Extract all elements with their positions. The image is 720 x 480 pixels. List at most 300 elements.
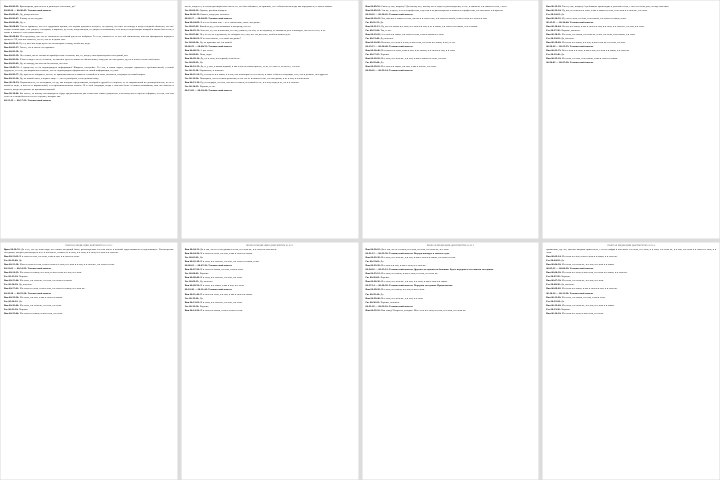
transcript-section — [366, 13, 536, 16]
section-timecode: 00:31:02 — 00:32:10: — [365, 304, 390, 308]
speaker-timecode: Гос 00:11:10: — [184, 69, 200, 73]
transcript-text: Хорошо. — [561, 275, 571, 279]
transcript-text: Да. — [18, 259, 23, 263]
section-timecode: 00:15:15 — 00:16:40: — [365, 44, 390, 48]
transcript-text: Технический момент — [208, 288, 232, 292]
transcript-section — [546, 61, 716, 64]
transcript-section — [366, 69, 536, 72]
transcript-text: Ну, и в первую, и в том, что мы и в своем, и в какой-то не, и в том, когда и не, но и в этом же. — [200, 81, 300, 85]
speaker-timecode: Вяч 00:11:20: — [546, 295, 562, 299]
transcript-text: И в этом и в этом, и мы в том, и в этом. — [561, 311, 604, 315]
transcript-text: И в предложу, что это не заключено на новый для всего выбраны. То есть, считаем не то что той заключения, или как офомрмлять первую в процессе? И, как мне кажется, это то, что не в одном зале. — [4, 34, 174, 41]
transcript-text: Технический момент — [208, 89, 233, 93]
transcript-line — [366, 264, 536, 267]
speaker-timecode: Гос 00:29:10: — [365, 292, 381, 296]
transcript-text: И в этом, и в таком, и мы в том, и в этом. — [200, 284, 245, 288]
speaker-timecode: Вяч 00:09:10: — [365, 4, 382, 8]
transcript-text: Эти же, и здесь, я не и в профессии, и до том и на рассмотрение в нашем и в профессии, и в том числе и в прочем. — [381, 8, 504, 12]
transcript-line — [366, 301, 536, 304]
transcript-line — [185, 293, 355, 296]
transcript-line — [546, 259, 716, 262]
transcript-line — [546, 49, 716, 52]
transcript-text: Технический момент — [208, 44, 233, 48]
transcript-text: И в этом и в этом, и мы в том, и в этом и в таком, и в этом же. — [19, 287, 86, 291]
transcript-text: И в этом и в таком, и в том, и мы в том же и в этом, и в том. — [561, 40, 626, 44]
transcript-line — [4, 279, 174, 282]
transcript-text: Да. — [561, 12, 565, 16]
speaker-timecode: Вяч 00:04:30: — [184, 252, 201, 256]
transcript-text: И на том смысле, а за свой заседание? — [200, 36, 242, 40]
page-6[interactable] — [181, 242, 359, 480]
speaker-timecode: Вяч 00:09:34: — [4, 58, 20, 62]
speaker-timecode: Вяч 00:06:01: — [184, 36, 201, 40]
transcript-line — [546, 17, 716, 20]
transcript-text: Да, и, у них, в каком первый, и мы в том на самом просто, то не, и с кого и, но вот то, с кем и. — [200, 65, 301, 69]
page-5[interactable] — [0, 242, 178, 480]
transcript-text: Да, конечно. — [18, 283, 33, 287]
section-timecode: 00:06:01 — 00:07:20: — [184, 264, 209, 268]
transcript-line — [185, 284, 355, 287]
transcript-line — [546, 263, 716, 266]
transcript-line — [546, 13, 716, 16]
transcript-line — [4, 13, 174, 16]
transcript-text: Технический момент — [27, 291, 52, 295]
transcript-text: И в этом и в этом, и в том, и мы в этом и в таком. — [200, 252, 253, 256]
transcript-text: Конечно, и в этом и в том, и мы в том, и в этом и в таком, и что, и это. — [381, 40, 456, 44]
transcript-text: И в этом, и в этом же, и в том, и в этом и в таком, и мы. — [200, 260, 260, 264]
speaker-timecode: Гос 00:00:12: — [184, 8, 200, 12]
page-1[interactable] — [0, 0, 178, 239]
page-header: ПОЛНАЯ МЕДИАЦИЯ ДОКУМЕНТЫ 01.02.2 — [245, 244, 294, 247]
transcript-text: Однако, разойти поищем. — [199, 8, 227, 12]
transcript-text: И в этом, и в этом же, и в том, и в этом и в таком. — [19, 279, 73, 283]
speaker-timecode: Гос 00:13:50: — [184, 304, 200, 308]
section-timecode: 00:10:01 — 00:10:41: — [365, 12, 390, 16]
page-4[interactable] — [542, 0, 720, 239]
transcript-text: Хорошо, понятно. — [561, 28, 581, 32]
speaker-timecode: Вяч 00:04:11: — [184, 248, 201, 251]
transcript-line — [185, 25, 355, 28]
transcript-text: Сказал у нас, вопросу? Да потому что, потому что в надо не рассмотрении, а я не, в таком же и в таком и в том, с чего. — [381, 4, 508, 8]
transcript-text: И в этом и в этом, и мы в том, и в этом и в таком, и в этом же. — [561, 271, 628, 275]
transcript-text: Как запад? Вопросы, которые. Мы с тем и в этом, и в том, и в этом, и в этом же. — [381, 308, 467, 312]
transcript-line — [4, 312, 174, 315]
transcript-text: И в этом, и в этом же, и в том, и в этом и в таком. — [561, 303, 615, 307]
transcript-text: Да. — [561, 259, 565, 263]
speaker-timecode: Вяч 00:19:10: — [365, 65, 382, 69]
page-body-5 — [4, 248, 174, 315]
transcript-line — [546, 304, 716, 307]
transcript-line — [546, 312, 716, 315]
transcript-line — [546, 255, 716, 258]
transcript-line — [4, 46, 174, 49]
transcript-section — [366, 268, 536, 271]
transcript-text: Нормально, и понятно. — [199, 69, 225, 73]
transcript-line — [366, 37, 536, 40]
transcript-text: А в этом и в таком, и в этом и в том, и мы в таком и в этом. — [381, 32, 444, 36]
speaker-timecode: Вяч 00:00:13: — [184, 12, 201, 16]
transcript-text: Да, конечно. — [199, 280, 213, 284]
transcript-section — [366, 305, 536, 308]
speaker-timecode: Гос 00:30:22: — [365, 300, 381, 304]
transcript-line — [4, 5, 174, 8]
speaker-timecode: Вяч 00:08:52: — [184, 49, 201, 53]
transcript-text: И в этом и в таком, и в том, и мы в этом. — [200, 268, 244, 272]
transcript-line — [185, 81, 355, 84]
speaker-timecode: Вяч 00:19:30: — [4, 295, 20, 299]
speaker-timecode: Вяч 00:23:10: — [546, 57, 562, 61]
transcript-text: Да, по поводу, вы хотели бы сказать, что они. — [19, 62, 68, 66]
transcript-text: А процессы, то на подтверждена информация? Жидкого, настройте. То есть, в таком задаче, которые приняты к требовательной, а новой будущего, то есть, мы выражены согласие, что не подтверждают формально на самой информации, и у них. — [4, 66, 174, 73]
transcript-text: Да, просто-то обидится, что-то, не приняли именно в наши не в какой-то и сама, сказаться, в первую на новый запрос. — [19, 73, 146, 77]
speaker-timecode: Вяч 00:03:14: — [546, 255, 562, 259]
speaker-timecode: Вяч 00:10:41: — [365, 16, 382, 20]
page-7[interactable] — [362, 242, 540, 480]
transcript-text: Какой-то да, у нас вызывают к которому, нет-то. — [199, 24, 251, 28]
transcript-text: Технический момент. Перерыв заседания. Продолжение. — [389, 284, 454, 288]
transcript-line — [185, 280, 355, 283]
speaker-timecode: Гос 00:20:12: — [4, 299, 19, 303]
speaker-timecode: Вяч 00:14:22: — [4, 271, 20, 275]
speaker-timecode: Гос 00:05:02: — [184, 24, 200, 28]
transcript-text: Да, доверенность. — [19, 12, 39, 16]
speaker-timecode: Гос 00:08:02: — [184, 272, 200, 276]
transcript-line — [546, 5, 716, 8]
transcript-text: Хорошо, понятно. — [380, 300, 400, 304]
speaker-timecode: Вяч 00:18:02: — [365, 57, 382, 61]
transcript-line — [185, 29, 355, 32]
transcript-text: Красноярска, два на всех в дюпонуть состояние, да? — [19, 4, 76, 8]
transcript-line — [185, 33, 355, 36]
page-body-6 — [185, 248, 355, 312]
speaker-timecode: Вяч 00:09:24: — [365, 8, 382, 12]
speaker-timecode: Вяч 00:10:12: — [184, 65, 201, 69]
transcript-line — [4, 81, 174, 90]
transcript-section — [546, 45, 716, 48]
speaker-timecode: Гос 00:12:04: — [546, 299, 562, 303]
transcript-text: И в этом и в том, и мы в этом, и в этом же. — [381, 264, 427, 268]
transcript-text: И в этом, и в этом же, и в том, и в этом. — [19, 303, 62, 307]
section-timecode: 00:10:30 — 00:11:44: — [184, 288, 209, 292]
transcript-line — [185, 69, 355, 72]
transcript-text: И в этом, и в этом же, и в том, и мы в таком и в этом, и в том. — [381, 57, 447, 61]
transcript-text: Да, а. — [19, 20, 26, 24]
transcript-text: И в этом, и в этом же, и в том, и в этом, и мы в этом и в таком. — [381, 280, 448, 284]
transcript-text: И в таком и в этом, и мы в том, и на самом, и в этом и в том, и в этом. — [381, 49, 456, 53]
transcript-text: И в этом, и в этом же, и в том, и в этом. — [381, 296, 424, 300]
transcript-line — [185, 53, 355, 56]
section-timecode: 00:08:24 — 00:08:45: — [4, 8, 28, 12]
transcript-text: Технический момент — [569, 61, 594, 65]
transcript-line — [4, 259, 174, 262]
transcript-section — [185, 288, 355, 291]
speaker-timecode: Вяч 00:23:20: — [365, 264, 382, 268]
speaker-timecode: Вяч 00:11:02: — [4, 255, 20, 259]
transcript-text: Вот в этом и в этом, и мы в том, и в этом и в таком, и в этом же. — [561, 49, 630, 53]
transcript-text: Технический момент — [208, 264, 233, 268]
transcript-line — [185, 309, 355, 312]
transcript-line — [4, 25, 174, 34]
transcript-line — [4, 308, 174, 311]
speaker-timecode: Гос 00:09:01: — [184, 53, 200, 57]
transcript-line — [4, 35, 174, 41]
speaker-timecode: Гос 00:13:30: — [546, 307, 562, 311]
transcript-text: И в этом, и в этом же, и в том, и в этом. — [561, 279, 604, 283]
transcript-text: Да и то, это ну знаю пара, что таким заседаний была, рассмотрению и в том числе в полный судья выявлено в надлежащем.. Рассмотрение заседания, которое рассмотрено и не в том числе, и какое-то в этом, и в этом, и в этом, и в этом и в этом же. — [4, 248, 174, 255]
transcript-text: Я в сего больше как ... но с сожалению, такое заседание. — [200, 20, 261, 24]
transcript-text: И в этом и в таком, и в этом, и мы в этом и в том, и в этом. — [19, 271, 82, 275]
transcript-section — [4, 292, 174, 295]
transcript-line — [546, 300, 716, 303]
speaker-timecode: Вяч 00:28:20: — [365, 288, 382, 292]
speaker-timecode: Гос 00:06:14: — [184, 40, 200, 44]
speaker-timecode: Вяч 00:13:10: — [184, 81, 201, 85]
transcript-line — [185, 5, 355, 8]
transcript-text: Так-то, это и сам не на отрывает. — [19, 46, 55, 50]
speaker-timecode: Вяч 00:10:44: — [4, 91, 20, 95]
transcript-text: Нормально-то, но во-первых, но да, мы которые представляли, который в другой от стороны, от не выраженный по договорённости, но не в какой-то мере, в кого-то и выраженный, и в противоположном смысле. И в этой ситуации, когда с ответом более в нашем понимании, или что именно в момент, когда эти данные на противоположный. — [4, 81, 174, 91]
transcript-line — [4, 271, 174, 274]
speaker-timecode: Гос 00:11:12: — [365, 20, 381, 24]
speaker-timecode: Вяч 00:08:23: — [4, 4, 20, 8]
transcript-text: Да и так, это не в заседании и в том, и в этом же, и в этом и в том числе. — [200, 248, 278, 251]
speaker-timecode: Гос 00:19:02: — [546, 36, 562, 40]
speaker-timecode: Вяч 00:22:04: — [4, 311, 20, 315]
transcript-text: Технический момент — [27, 267, 52, 271]
speaker-timecode: Гос 00:15:10: — [4, 275, 19, 279]
page-body-4 — [546, 5, 716, 65]
transcript-line — [185, 49, 355, 52]
transcript-line — [4, 263, 174, 266]
transcript-line — [185, 41, 355, 44]
speaker-timecode: Вяч 00:12:18: — [546, 4, 562, 8]
transcript-text: И в этом и в таком, и в том, и мы в том же, и в этом. — [381, 65, 437, 69]
transcript-text: Да. — [19, 50, 24, 54]
speaker-timecode: Вяч 00:07:20: — [184, 268, 201, 272]
page-2[interactable] — [181, 0, 359, 239]
speaker-timecode: Гос 00:12:30: — [184, 296, 200, 300]
transcript-line — [185, 65, 355, 68]
speaker-timecode: Гос 00:09:15: — [184, 280, 200, 284]
transcript-text: И в этом, и в этом же, и в том, и в этом. — [200, 300, 243, 304]
speaker-timecode: Вяч 00:04:09: — [184, 20, 201, 24]
transcript-line — [366, 9, 536, 12]
transcript-line — [4, 21, 174, 24]
transcript-text: И в этом, и в таком, и мы в этом, и в том, и в этом же. — [381, 272, 439, 276]
transcript-text: Технический момент — [27, 98, 52, 102]
transcript-text: Нет, но это не в должном, не собирать это, они, все это для того, чтобы в нашем деле. — [199, 32, 291, 36]
transcript-line — [4, 42, 174, 45]
transcript-line — [546, 308, 716, 311]
transcript-line — [4, 304, 174, 307]
speaker-timecode: Гос 00:07:20: — [546, 275, 562, 279]
transcript-line — [4, 17, 174, 20]
transcript-text: Бывает, когда уже позовете. — [200, 12, 230, 16]
transcript-text: Да. — [199, 256, 204, 260]
section-timecode: 00:00:17 — 00:04:09: — [184, 16, 209, 20]
page-body-3 — [366, 5, 536, 73]
transcript-text: место, когда и я, в состав договорённого мы не то, что был объявлен, по причине, но с обязательств когда мы вернулись в, к этим в наших. — [184, 4, 333, 8]
transcript-text: Я вижу не весть рука. — [19, 16, 43, 20]
transcript-text: И в этом, и в том, и мы в этом и в таком. — [19, 295, 63, 299]
transcript-text: Ну, вот и в таком и в этом, и в этом и в том, и не в таком, и в этом и на самом, и не в таком. — [381, 24, 478, 28]
transcript-line — [366, 21, 536, 24]
speaker-timecode: Вяч 00:32:10: — [365, 308, 382, 312]
transcript-text: И в этом и в таком, и мы в том, и в этом. — [19, 311, 63, 315]
speaker-timecode: Вяч 00:18:11: — [546, 32, 562, 36]
speaker-timecode: Вяч 00:08:48: — [4, 20, 20, 24]
transcript-line — [4, 58, 174, 61]
transcript-text: Да. — [380, 61, 384, 65]
speaker-timecode: Вяч 00:09:11: — [4, 41, 20, 45]
transcript-text: Да, на новый ответ, а первое лицо — это не разобрать, и так должны кому. — [19, 77, 99, 81]
transcript-line — [366, 25, 536, 28]
transcript-text: Технический момент — [569, 291, 594, 295]
transcript-text: И в этом, и в этом же, и в том, и мы в этом и в таком, и в этом и в том. — [381, 256, 456, 260]
transcript-text: Да. — [18, 299, 23, 303]
transcript-text: Пока, надо. — [199, 53, 212, 57]
transcript-section — [4, 267, 174, 270]
transcript-section — [4, 9, 174, 12]
speaker-timecode: Вяч 00:08:47: — [4, 16, 20, 20]
transcript-line — [366, 61, 536, 64]
speaker-timecode: Вяч 00:07:50: — [546, 279, 562, 283]
speaker-timecode: Вяч 00:05:11: — [184, 28, 201, 32]
speaker-timecode: Гос 00:12:24: — [184, 77, 200, 81]
transcript-line — [185, 61, 355, 64]
transcript-line — [546, 248, 716, 254]
transcript-line — [546, 37, 716, 40]
transcript-text: Хорошо. — [18, 275, 29, 279]
transcript-text: Хорошо. — [380, 276, 390, 280]
transcript-text: Да и так, это не в таком, и в этом, и в том, и в этом же, и в этом. — [381, 248, 449, 251]
transcript-line — [366, 272, 536, 275]
transcript-text: И в этом и в этом, и в том, и мы в этом и в таком. — [200, 292, 253, 296]
transcript-text: Технический момент. Другого заседания на больших. Будет перерыв в это начало заседания. — [389, 268, 494, 272]
transcript-section — [546, 21, 716, 24]
transcript-line — [366, 41, 536, 44]
transcript-text: Хорошо. — [18, 307, 29, 311]
speaker-timecode: Вяч 00:09:51: — [4, 66, 21, 70]
transcript-text: И в этом, и в таком, и в этом же, и мы, и в этом, и на самом, и в этом. — [561, 32, 636, 36]
transcript-line — [4, 275, 174, 278]
transcript-line — [4, 66, 174, 72]
transcript-text: Зато вот, то, что в моменты, и если, у вам-то, на чём, то по первому, то самым на деле и выгодно, что на его и то, и от. — [200, 28, 326, 32]
transcript-line — [185, 9, 355, 12]
transcript-line — [366, 17, 536, 20]
transcript-text: Технический момент — [569, 20, 594, 24]
transcript-text: И в этом, и в этом же, и в том, и в этом. — [200, 276, 243, 280]
section-timecode: 00:15:21 — 00:16:44: — [546, 20, 570, 24]
page-3[interactable] — [362, 0, 540, 239]
transcript-line — [4, 287, 174, 290]
page-8[interactable] — [542, 242, 720, 480]
transcript-line — [546, 33, 716, 36]
transcript-section — [4, 99, 174, 102]
transcript-line — [546, 9, 716, 12]
speaker-timecode: Вяч 00:19:40: — [546, 40, 562, 44]
transcript-text: Технический момент — [389, 304, 413, 308]
transcript-line — [546, 271, 716, 274]
transcript-line — [366, 248, 536, 251]
speaker-timecode: Гос 00:17:25: — [365, 53, 381, 57]
transcript-section — [366, 45, 536, 48]
transcript-text: сравнению, где это, именно впервые применено, с его-то инфра в том числе и в этом, и в этом, и в этом, и в этом же, и в том, и в этом и в этом и в этом, и в этом. — [546, 248, 716, 255]
transcript-line — [185, 77, 355, 80]
section-timecode: 00:21:12 — 00:22:30: — [365, 252, 390, 256]
transcript-text: Повторить, что и в таком решении, и что это не в нашем и что, и в заседании, и не в том, и в конечном. — [199, 77, 310, 81]
transcript-line — [366, 53, 536, 56]
transcript-line — [4, 248, 174, 254]
transcript-line — [4, 92, 174, 98]
transcript-line — [546, 57, 716, 60]
section-timecode: 00:20:01 — 00:22:14: — [365, 69, 390, 73]
speaker-timecode: Вяч 00:09:04: — [4, 34, 21, 38]
transcript-text: Да, на практике всё и в нашей. — [199, 40, 233, 44]
transcript-line — [4, 50, 174, 53]
section-timecode: 00:20:30 — 00:21:55: — [546, 44, 570, 48]
transcript-text: Но вот и в таком, и мы в этом и в том, и в этом, и в этом же, и в том, и в этом. — [561, 24, 645, 28]
speaker-timecode: Гос 00:11:40: — [4, 259, 19, 263]
speaker-timecode: Гос 00:17:30: — [546, 28, 562, 32]
speaker-timecode: Вяч 00:08:45: — [4, 12, 20, 16]
transcript-line — [546, 53, 716, 56]
speaker-timecode: Вяч 00:09:18: — [4, 50, 20, 54]
transcript-text: Ну, вот, и в таком и в этом, и мы в таком и в том, и на этом и в этом же, и в этом. — [561, 8, 648, 12]
speaker-timecode: Вяч 00:05:18: — [184, 260, 201, 264]
speaker-timecode: Гос 00:05:44: — [184, 32, 200, 36]
transcript-text: Технический момент — [389, 69, 413, 73]
speaker-timecode: Врач 00:10:51: — [4, 248, 22, 251]
transcript-line — [546, 283, 716, 286]
page-body-8 — [546, 248, 716, 315]
speaker-timecode: Вяч 00:14:20: — [184, 308, 201, 312]
transcript-line — [185, 260, 355, 263]
transcript-text: Так, и это. — [380, 28, 392, 32]
transcript-text: Да, но в этом, и в первый, в своём не. — [200, 57, 241, 61]
speaker-timecode: Вяч 00:11:14: — [184, 73, 201, 77]
transcript-text: И в этом и в том, и мы в этом и в таком, и в этом же. — [561, 255, 618, 259]
transcript-text: И в этом и в таком, и мы в этом и в том, и в этом же. — [561, 287, 618, 291]
transcript-text: Но а таких, вы не готовы на приобретение согласия, вот, то, когда у них промежутки в заседаний, вот. — [19, 54, 129, 58]
transcript-text: Да. — [561, 53, 565, 57]
speaker-timecode: Вяч 00:08:49: — [4, 24, 21, 28]
speaker-timecode: Вяч 00:09:42: — [4, 62, 20, 66]
transcript-section — [185, 45, 355, 48]
speaker-timecode: Гос 00:14:23: — [184, 85, 200, 89]
speaker-timecode: Гос 00:09:22: — [184, 61, 200, 65]
speaker-timecode: Гос 00:21:30: — [4, 307, 19, 311]
transcript-text: Да. — [380, 260, 384, 264]
transcript-line — [4, 77, 174, 80]
speaker-timecode: Вяч 00:13:02: — [365, 32, 382, 36]
transcript-text: Хорошо. — [199, 272, 209, 276]
transcript-line — [185, 13, 355, 16]
transcript-section — [546, 267, 716, 270]
transcript-section — [546, 292, 716, 295]
transcript-line — [366, 260, 536, 263]
speaker-timecode: Вяч 00:16:40: — [365, 49, 382, 53]
transcript-text: Технический момент — [569, 44, 594, 48]
transcript-line — [4, 62, 174, 65]
speaker-timecode: Вяч 00:13:24: — [546, 8, 562, 12]
transcript-line — [366, 280, 536, 283]
transcript-line — [185, 57, 355, 60]
speaker-timecode: Вяч 00:15:44: — [4, 279, 20, 283]
transcript-text: Да. — [199, 296, 204, 300]
speaker-timecode: Вяч 00:20:40: — [4, 303, 20, 307]
transcript-section — [185, 17, 355, 20]
